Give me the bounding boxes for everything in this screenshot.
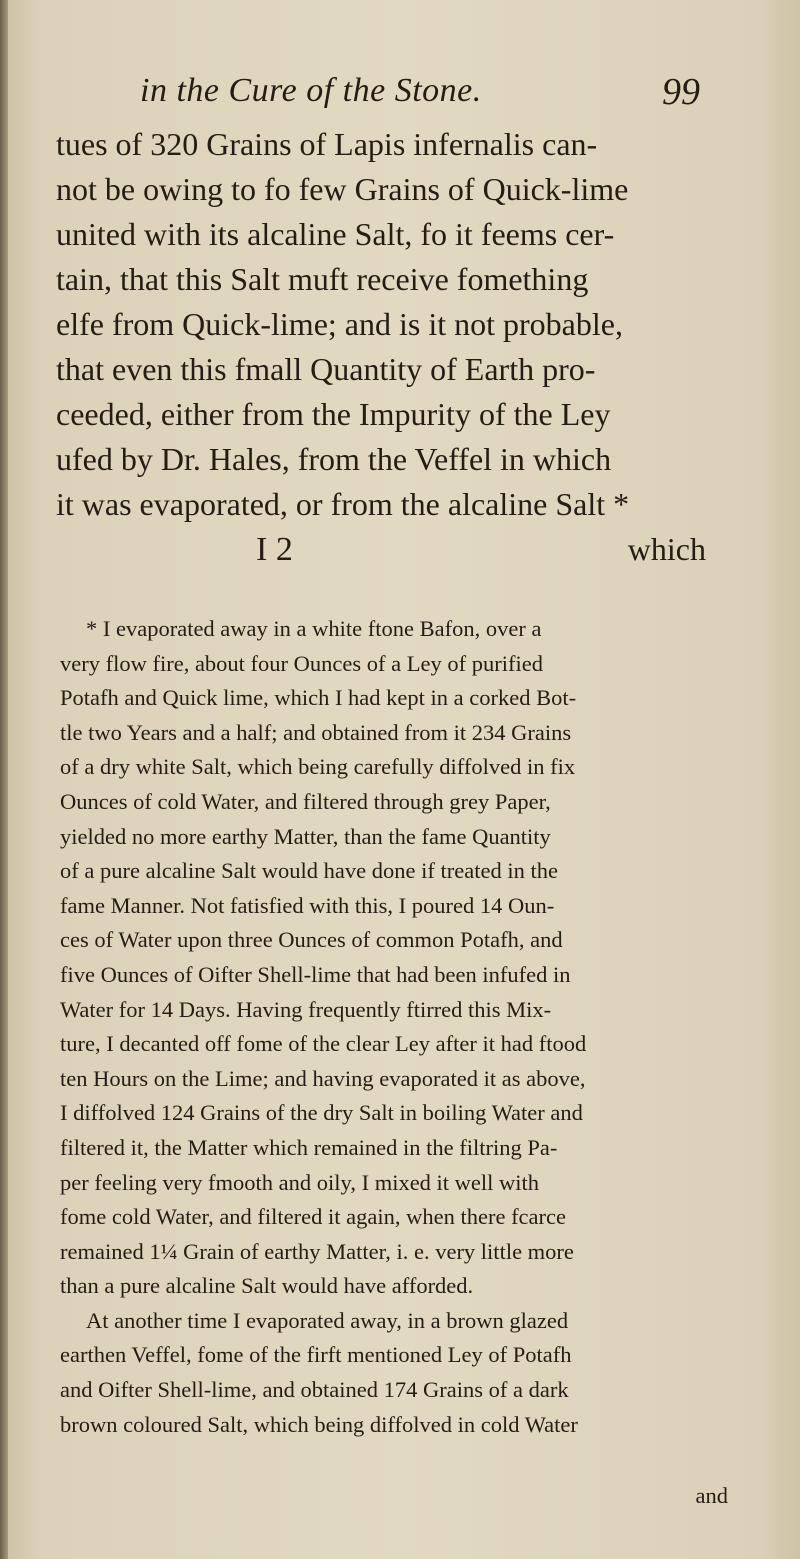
footnote-line: remained 1¼ Grain of earthy Matter, i. e. very little more	[60, 1238, 574, 1264]
signature-row	[56, 527, 716, 572]
footnote-line: earthen Veffel, fome of the firft mentioned Ley of Potafh	[60, 1342, 572, 1368]
footnote-line: filtered it, the Matter which remained in the filtring Pa-	[60, 1134, 558, 1160]
page-header	[140, 72, 700, 122]
page-number: 99	[662, 71, 700, 113]
main-text-line: not be owing to fo few Grains of Quick-lime	[56, 171, 629, 207]
footnote-line: Water for 14 Days. Having frequently ftirred this Mix-	[60, 996, 552, 1022]
footnote-line: fome cold Water, and filtered it again, when there fcarce	[60, 1204, 566, 1230]
footnote-line: ten Hours on the Lime; and having evaporated it as above,	[60, 1065, 586, 1091]
footnote-line: tle two Years and a half; and obtained from it 234 Grains	[60, 719, 572, 745]
footnote-line: yielded no more earthy Matter, than the fame Quantity	[60, 823, 551, 849]
footnote-line: of a pure alcaline Salt would have done if treated in the	[60, 858, 558, 884]
footnote-line: than a pure alcaline Salt would have afforded.	[60, 1273, 474, 1299]
main-text-line: that even this fmall Quantity of Earth pro-	[56, 351, 596, 387]
footnote-line: fame Manner. Not fatisfied with this, I poured 14 Oun-	[60, 892, 555, 918]
footnote-block	[60, 612, 736, 1442]
footnote-line: ture, I decanted off fome of the clear Ley after it had ftood	[60, 1031, 587, 1057]
footnote-line: and Oifter Shell-lime, and obtained 174 Grains of a dark	[60, 1377, 569, 1403]
main-text-line: elfe from Quick-lime; and is it not probable,	[56, 306, 623, 342]
catchword: which	[627, 531, 706, 567]
footnote-line: five Ounces of Oifter Shell-lime that had been infufed in	[60, 961, 571, 987]
main-text-line: united with its alcaline Salt, fo it feems cer-	[56, 216, 615, 252]
binding-gutter	[0, 0, 8, 1559]
footnote-line: At another time I evaporated away, in a brown glazed	[86, 1307, 569, 1333]
footnote-line: * I evaporated away in a white ftone Bafon, over a	[86, 616, 542, 641]
main-text-line: it was evaporated, or from the alcaline Salt *	[56, 486, 630, 522]
main-text-block	[56, 122, 716, 572]
footnote-line: of a dry white Salt, which being carefully diffolved in fix	[60, 754, 576, 780]
footnote-line: ces of Water upon three Ounces of common Potafh, and	[60, 927, 563, 953]
main-text-line: ufed by Dr. Hales, from the Veffel in which	[56, 441, 612, 477]
footnote-line: brown coloured Salt, which being diffolved in cold Water	[60, 1411, 578, 1437]
main-text-line: tain, that this Salt muft receive fomething	[56, 261, 589, 297]
running-title: in the Cure of the Stone.	[140, 72, 482, 109]
footnote-line: Ounces of cold Water, and filtered through grey Paper,	[60, 788, 551, 814]
footnote-line: per feeling very fmooth and oily, I mixed it well with	[60, 1169, 540, 1195]
main-text-line: tues of 320 Grains of Lapis infernalis can-	[56, 126, 598, 162]
footnote-catchword: and	[695, 1483, 728, 1508]
footnote-line: very flow fire, about four Ounces of a Ley of purified	[60, 650, 543, 676]
main-text-line: ceeded, either from the Impurity of the Ley	[56, 396, 611, 432]
footnote-line: Potafh and Quick lime, which I had kept in a corked Bot-	[60, 685, 577, 711]
footnote-line: I diffolved 124 Grains of the dry Salt in boiling Water and	[60, 1100, 583, 1126]
signature-mark: I 2	[256, 531, 293, 568]
